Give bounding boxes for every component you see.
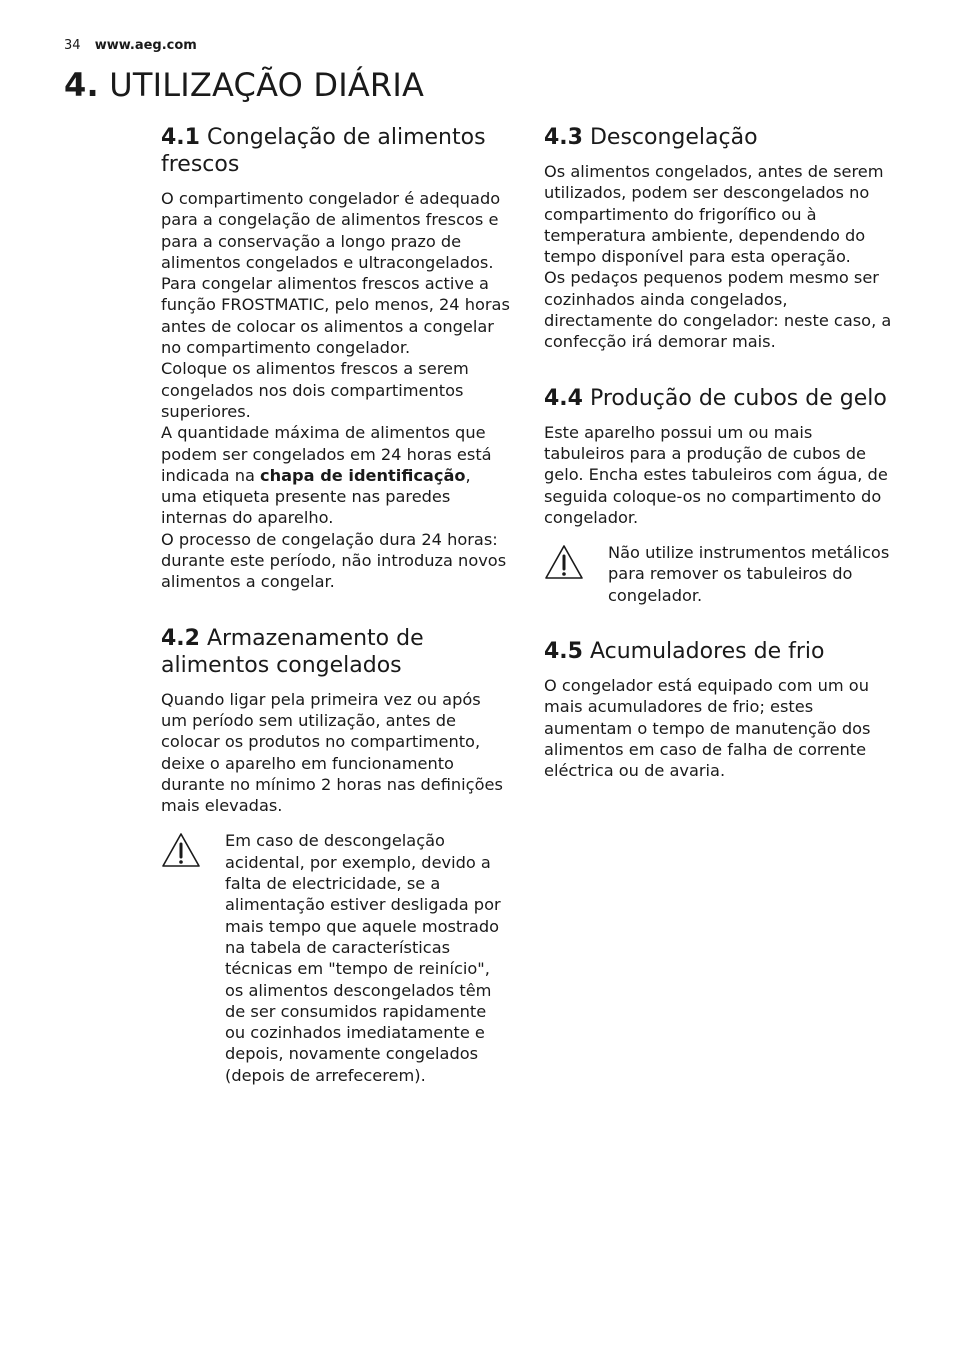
section-number: 4.2 [161,625,200,651]
page-header [64,38,197,53]
warning-triangle-icon [161,832,225,1086]
paragraph: Quando ligar pela primeira vez ou após um período sem utilização, antes de colocar os produtos no compartimento, deixe o aparelho em funcionamento durante no mínimo 2 horas nas definições mais elevadas. [161,689,503,816]
warning-box [544,542,896,606]
section-4-2 [161,625,511,1086]
section-heading [544,385,896,412]
paragraph: Este aparelho possui um ou mais tabuleiros para a produção de cubos de gelo. Encha estes tabuleiros com água, de seguida coloque-os no compartimento do congelador. [544,422,888,527]
section-4-1 [161,124,511,593]
section-heading [544,638,896,665]
paragraph: Coloque os alimentos frescos a serem congelados nos dois compartimentos superiores. [161,359,469,421]
section-number: 4.5 [544,639,583,665]
section-4-4 [544,385,896,606]
section-number: 4.3 [544,125,583,150]
paragraph: Os alimentos congelados, antes de serem utilizados, podem ser descongelados no compartimento do frigorífico ou à temperatura ambiente, dependendo do tempo disponível para esta operação. [544,162,884,267]
website-url[interactable]: www.aeg.com [94,38,197,53]
section-title: Acumuladores de frio [589,639,825,665]
section-title: Descongelação [589,125,758,150]
text-run: , uma etiqueta presente nas paredes internas do aparelho. [161,465,471,528]
chapter-title-text: UTILIZAÇÃO DIÁRIA [109,66,425,104]
chapter-title [64,66,424,104]
section-number: 4.4 [544,385,583,411]
paragraph: O processo de congelação dura 24 horas: durante este período, não introduza novos alimentos a congelar. [161,529,507,592]
warning-triangle-icon [544,544,608,606]
chapter-number: 4. [64,66,99,104]
section-heading [544,124,896,151]
warning-text: Não utilize instrumentos metálicos para remover os tabuleiros do congelador. [608,543,890,605]
paragraph: Para congelar alimentos frescos active a função FROSTMATIC, pelo menos, 24 horas antes de colocar os alimentos a congelar no compartimento congelador. [161,274,510,358]
section-title: Congelação de alimentos frescos [161,125,486,177]
paragraph [161,422,511,528]
page-number: 34 [64,38,81,53]
rating-plate-term: chapa de identificação [260,465,466,485]
right-column [544,124,896,814]
text-run: A quantidade máxima de alimentos que podem ser congelados em 24 horas está indicada na [161,423,492,485]
section-title: Produção de cubos de gelo [589,385,887,411]
section-heading [161,625,511,679]
warning-text: Em caso de descongelação acidental, por exemplo, devido a falta de electricidade, se a alimentação estiver desligada por mais tempo que aquele mostrado na tabela de características técnicas em "tempo de reinício", os alimentos descongelados têm de ser consumidos rapidamente ou cozinhados imediatamente e depois, novamente congelados (depois de arrefecerem). [225,831,501,1085]
section-4-3 [544,124,896,353]
section-4-5 [544,638,896,781]
paragraph: O congelador está equipado com um ou mais acumuladores de frio; estes aumentam o tempo de manutenção dos alimentos em caso de falha de corrente eléctrica ou de avaria. [544,676,871,781]
paragraph: Os pedaços pequenos podem mesmo ser cozinhados ainda congelados, directamente do congelador: neste caso, a confecção irá demorar mais. [544,268,892,352]
paragraph: O compartimento congelador é adequado para a congelação de alimentos frescos e para a conservação a longo prazo de alimentos congelados e ultracongelados. [161,189,501,272]
section-number: 4.1 [161,125,200,150]
left-column [161,124,511,1118]
section-heading [161,124,511,178]
warning-box [161,830,511,1086]
section-title: Armazenamento de alimentos congelados [161,625,424,678]
